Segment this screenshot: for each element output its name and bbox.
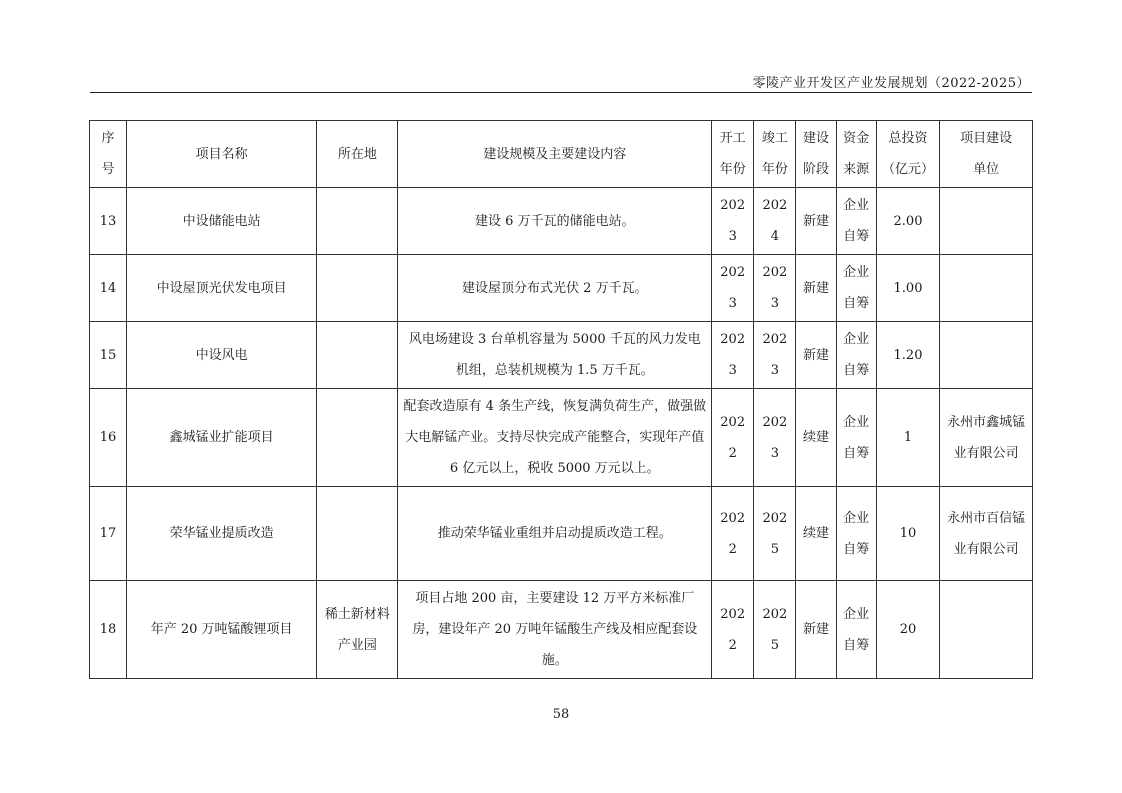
- cell-investment: 2.00: [876, 188, 940, 255]
- cell-content: 配套改造原有 4 条生产线，恢复满负荷生产，做强做大电解锰产业。支持尽快完成产能整合，实现年产值 6 亿元以上，税收 5000 万元以上。: [398, 389, 712, 487]
- cell-location: [317, 188, 398, 255]
- page-number: 58: [552, 707, 570, 722]
- col-header-content: 建设规模及主要建设内容: [398, 121, 712, 188]
- cell-stage: 续建: [796, 487, 836, 581]
- col-header-end-year: 竣工年份: [754, 121, 796, 188]
- cell-content: 项目占地 200 亩，主要建设 12 万平方米标准厂房，建设年产 20 万吨年锰酸生产线及相应配套设施。: [398, 581, 712, 679]
- col-header-unit: 项目建设单位: [940, 121, 1033, 188]
- col-header-stage: 建设阶段: [796, 121, 836, 188]
- cell-location: [317, 322, 398, 389]
- table-row: [90, 255, 1033, 322]
- cell-no: 13: [90, 188, 127, 255]
- table-row: [90, 389, 1033, 487]
- cell-project-name: 荣华锰业提质改造: [127, 487, 317, 581]
- cell-no: 15: [90, 322, 127, 389]
- cell-investment: 1.20: [876, 322, 940, 389]
- cell-unit: [940, 581, 1033, 679]
- cell-start-year: 2022: [712, 389, 754, 487]
- col-header-no: 序号: [90, 121, 127, 188]
- col-header-investment: 总投资（亿元）: [876, 121, 940, 188]
- table-body: [90, 188, 1033, 679]
- cell-project-name: 中设储能电站: [127, 188, 317, 255]
- cell-location: [317, 255, 398, 322]
- table-row: [90, 487, 1033, 581]
- project-table: [89, 120, 1033, 679]
- cell-location: 稀土新材料产业园: [317, 581, 398, 679]
- cell-end-year: 2024: [754, 188, 796, 255]
- cell-stage: 新建: [796, 322, 836, 389]
- col-header-location: 所在地: [317, 121, 398, 188]
- cell-no: 16: [90, 389, 127, 487]
- cell-unit: 永州市鑫城锰业有限公司: [940, 389, 1033, 487]
- cell-end-year: 2023: [754, 322, 796, 389]
- cell-end-year: 2023: [754, 255, 796, 322]
- cell-project-name: 鑫城锰业扩能项目: [127, 389, 317, 487]
- cell-start-year: 2023: [712, 255, 754, 322]
- cell-end-year: 2025: [754, 487, 796, 581]
- cell-unit: [940, 188, 1033, 255]
- cell-stage: 续建: [796, 389, 836, 487]
- table-row: [90, 322, 1033, 389]
- cell-start-year: 2023: [712, 322, 754, 389]
- cell-investment: 1: [876, 389, 940, 487]
- page-header-title: 零陵产业开发区产业发展规划（2022-2025）: [752, 76, 1030, 91]
- cell-unit: [940, 322, 1033, 389]
- header-row: [90, 121, 1033, 188]
- table-row: [90, 581, 1033, 679]
- col-header-name: 项目名称: [127, 121, 317, 188]
- cell-start-year: 2023: [712, 188, 754, 255]
- cell-project-name: 中设风电: [127, 322, 317, 389]
- cell-start-year: 2022: [712, 581, 754, 679]
- cell-funding: 企业自筹: [836, 487, 876, 581]
- cell-funding: 企业自筹: [836, 188, 876, 255]
- cell-funding: 企业自筹: [836, 255, 876, 322]
- cell-project-name: 年产 20 万吨锰酸锂项目: [127, 581, 317, 679]
- cell-investment: 20: [876, 581, 940, 679]
- cell-no: 17: [90, 487, 127, 581]
- cell-end-year: 2025: [754, 581, 796, 679]
- cell-investment: 10: [876, 487, 940, 581]
- cell-content: 建设 6 万千瓦的储能电站。: [398, 188, 712, 255]
- cell-content: 风电场建设 3 台单机容量为 5000 千瓦的风力发电机组，总装机规模为 1.5 万千瓦。: [398, 322, 712, 389]
- cell-funding: 企业自筹: [836, 322, 876, 389]
- cell-unit: [940, 255, 1033, 322]
- table-row: [90, 188, 1033, 255]
- cell-stage: 新建: [796, 255, 836, 322]
- cell-end-year: 2023: [754, 389, 796, 487]
- cell-unit: 永州市百信锰业有限公司: [940, 487, 1033, 581]
- cell-investment: 1.00: [876, 255, 940, 322]
- cell-stage: 新建: [796, 581, 836, 679]
- cell-location: [317, 487, 398, 581]
- cell-no: 18: [90, 581, 127, 679]
- table-header: [90, 121, 1033, 188]
- cell-no: 14: [90, 255, 127, 322]
- cell-project-name: 中设屋顶光伏发电项目: [127, 255, 317, 322]
- col-header-funding: 资金来源: [836, 121, 876, 188]
- cell-stage: 新建: [796, 188, 836, 255]
- cell-funding: 企业自筹: [836, 389, 876, 487]
- cell-content: 建设屋顶分布式光伏 2 万千瓦。: [398, 255, 712, 322]
- cell-location: [317, 389, 398, 487]
- cell-content: 推动荣华锰业重组并启动提质改造工程。: [398, 487, 712, 581]
- cell-funding: 企业自筹: [836, 581, 876, 679]
- cell-start-year: 2022: [712, 487, 754, 581]
- col-header-start-year: 开工年份: [712, 121, 754, 188]
- header-rule: [90, 92, 1032, 93]
